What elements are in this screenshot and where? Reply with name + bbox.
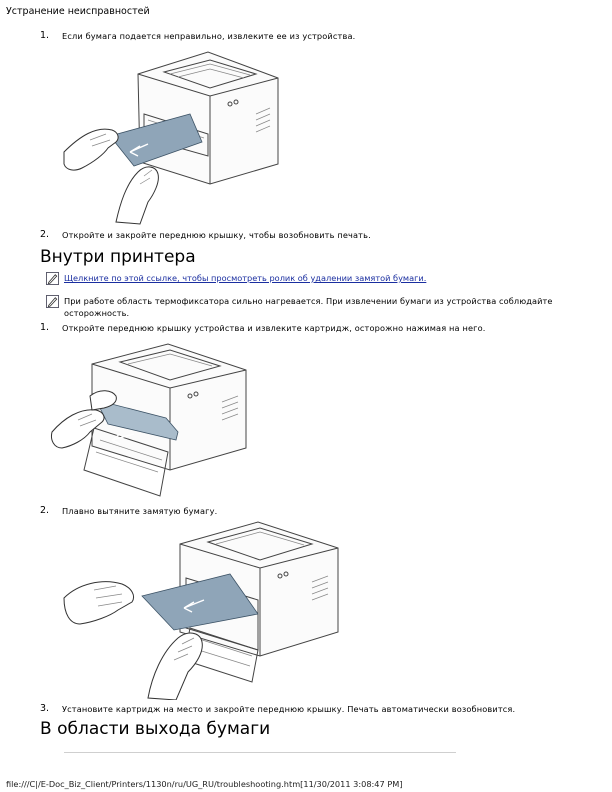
divider (64, 752, 456, 753)
step-text: Откройте и закройте переднюю крышку, чтобы возобновить печать. (62, 230, 371, 240)
step-text: Установите картридж на место и закройте переднюю крышку. Печать автоматически возобновится. (62, 704, 516, 714)
step-number: 2. (40, 229, 50, 240)
printer-illustration-tray-jam (60, 44, 290, 226)
printer-illustration-remove-cartridge (50, 336, 260, 502)
page-header: Устранение неисправностей (6, 6, 150, 17)
section-title-inside-printer: Внутри принтера (40, 247, 196, 267)
step-text: Если бумага подается неправильно, извлеките ее из устройства. (62, 31, 356, 41)
step-number: 1. (40, 322, 50, 333)
video-link[interactable]: Щелкните по этой ссылке, чтобы просмотреть ролик об удалении замятой бумаги. (64, 273, 427, 283)
section-title-output-area: В области выхода бумаги (40, 719, 271, 739)
step-number: 3. (40, 703, 50, 714)
step-number: 1. (40, 30, 50, 41)
printer-illustration-pull-paper (62, 518, 342, 700)
step-text: Плавно вытяните замятую бумагу. (62, 506, 218, 516)
page-footer-url: file:///C|/E-Doc_Biz_Client/Printers/1130n/ru/UG_RU/troubleshooting.htm[11/30/2011 3:08:47 PM] (6, 779, 403, 789)
note-icon (46, 272, 59, 285)
caution-note-line: При работе область термофиксатора сильно нагревается. При извлечении бумаги из устройства соблюдайте (64, 296, 553, 306)
caution-note (64, 295, 604, 319)
step-number: 2. (40, 505, 50, 516)
step-text: Откройте переднюю крышку устройства и извлеките картридж, осторожно нажимая на него. (62, 323, 486, 333)
caution-note-line: осторожность. (64, 308, 130, 318)
note-icon (46, 295, 59, 308)
